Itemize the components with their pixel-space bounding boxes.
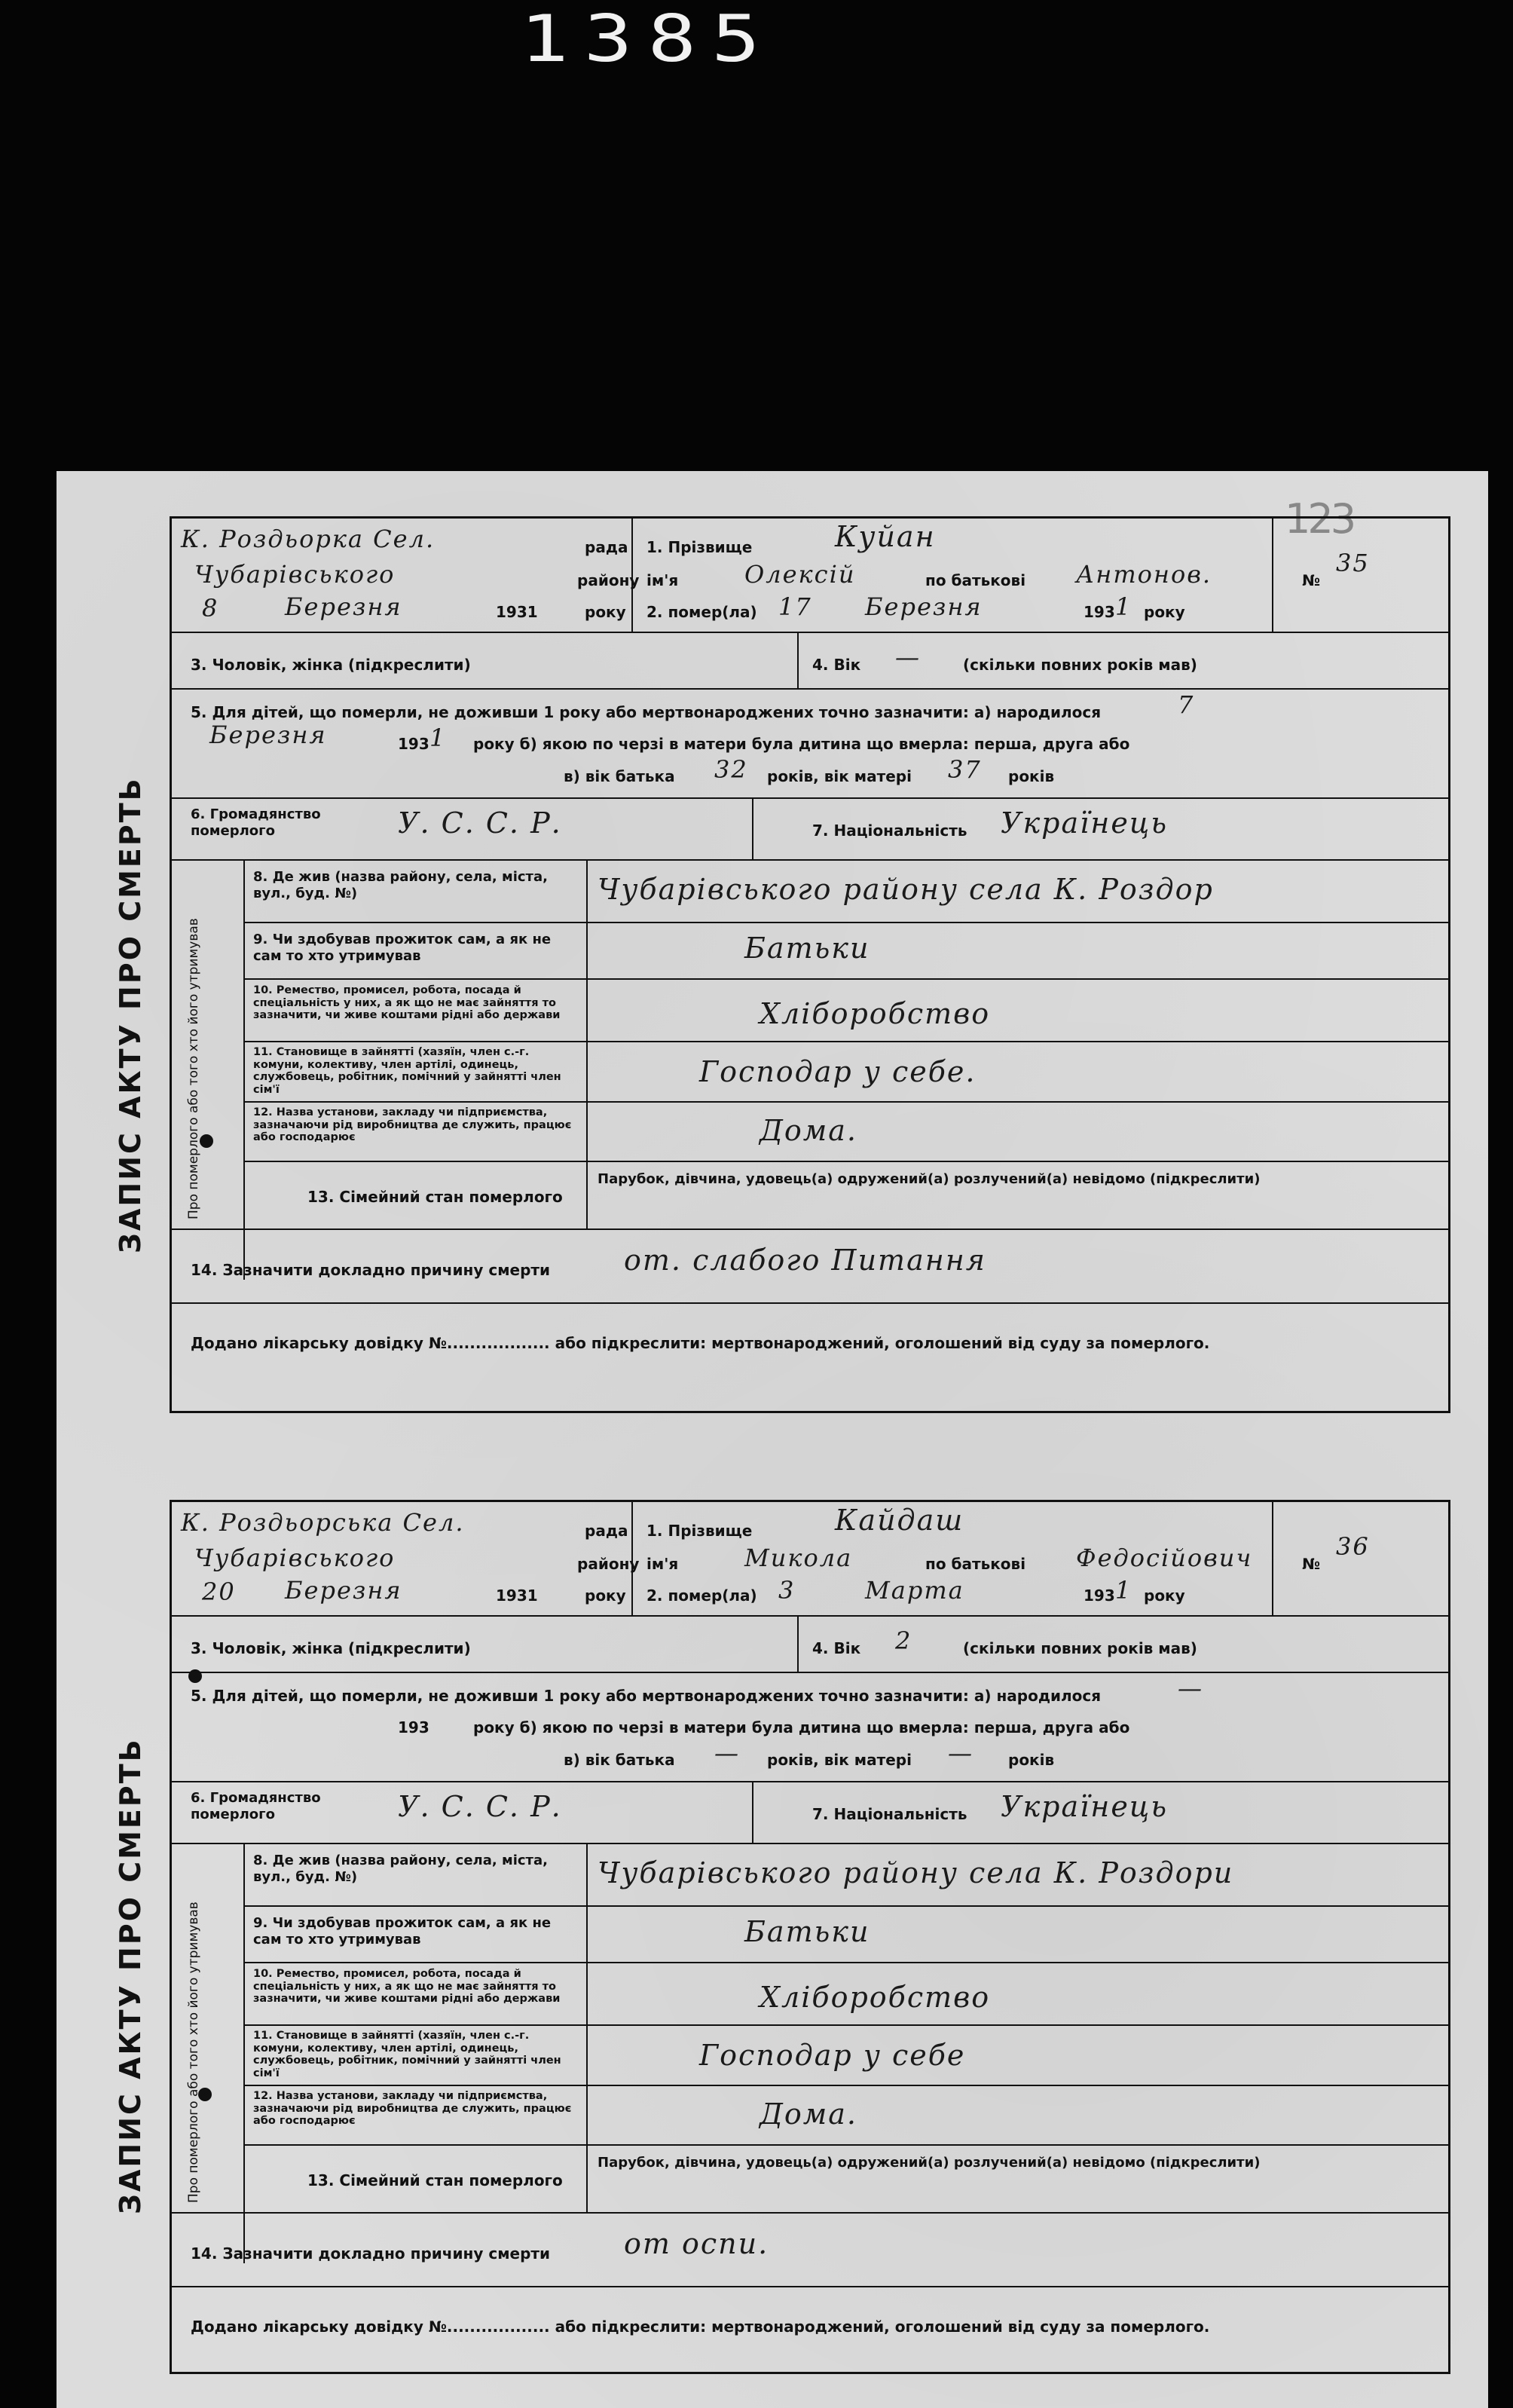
reg-year-label: 1931 xyxy=(496,603,538,621)
page-number: 123 xyxy=(1285,495,1354,543)
q3-label: 3. Чоловік, жінка (підкреслити) xyxy=(191,656,471,674)
occupation-value: Хліборобство xyxy=(760,997,991,1030)
district-value: Чубарівського xyxy=(194,560,396,589)
child-born-year: 1 xyxy=(429,724,447,752)
workplace-value: Дома. xyxy=(760,1114,858,1147)
supported-by-value: Батьки xyxy=(744,932,870,965)
death-year-label: 193 xyxy=(1084,1586,1115,1605)
rada-label: рада xyxy=(585,538,628,556)
roku-label: року xyxy=(585,1586,626,1605)
occupation-value: Хліборобство xyxy=(760,1981,991,2014)
child-born-month: Березня xyxy=(209,721,327,749)
q5-label-b: року б) якою по черзі в матери була дитина що вмерла: перша, друга або xyxy=(473,735,1130,753)
child-born-day: — xyxy=(1178,1674,1203,1703)
supported-by-value: Батьки xyxy=(744,1915,870,1948)
years-label: років xyxy=(1008,1751,1055,1769)
father-age-value: 32 xyxy=(714,755,748,784)
q13-label: 13. Сімейний стан померлого xyxy=(307,2171,563,2189)
form-side-title: ЗАПИС АКТУ ПРО СМЕРТЬ xyxy=(114,776,147,1254)
record-number: 36 xyxy=(1336,1532,1370,1561)
footer-note: Додано лікарську довідку №.................. або підкреслити: мертвонароджений, оголошений від суду за померлого. xyxy=(191,2318,1210,2336)
death-month-value: Березня xyxy=(865,592,983,621)
q10-label: 10. Ремество, промисел, робота, посада й спеціальність у них, а як що не має зайняття то зазначити, чи живе коштами рідні або держави xyxy=(253,984,561,1022)
q3-label: 3. Чоловік, жінка (підкреслити) xyxy=(191,1639,471,1657)
mother-age-value: 37 xyxy=(948,755,982,784)
q9-label: 9. Чи здобував прожиток сам, а як не сам то хто утримував xyxy=(253,932,552,964)
q11-label: 11. Становище в зайнятті (хазяїн, член с.-г. комуни, колективу, член артілі, одинець, службовець, робітник, помічний у зайнятті член сім'ї xyxy=(253,1046,561,1097)
first-name-label: ім'я xyxy=(646,1555,679,1573)
death-day-value: 17 xyxy=(778,592,812,621)
father-age-label: в) вік батька xyxy=(564,767,675,785)
q4-label-b: (скільки повних років мав) xyxy=(963,656,1197,674)
q12-label: 12. Назва установи, закладу чи підприємства, зазначаючи рід виробництва де служить, працює або господарює xyxy=(253,1106,572,1144)
reg-year-label: 1931 xyxy=(496,1586,538,1605)
first-name-value: Олексій xyxy=(744,560,856,589)
q4-label-b: (скільки повних років мав) xyxy=(963,1639,1197,1657)
q10-label: 10. Ремество, промисел, робота, посада й спеціальність у них, а як що не має зайняття то зазначити, чи живе коштами рідні або держави xyxy=(253,1968,561,2006)
number-label: № xyxy=(1302,571,1321,589)
mother-age-label: років, вік матері xyxy=(767,767,912,785)
death-month-value: Марта xyxy=(865,1576,964,1605)
record-number: 35 xyxy=(1336,549,1370,577)
patronymic-label: по батькові xyxy=(925,1555,1026,1573)
father-age-label: в) вік батька xyxy=(564,1751,675,1769)
mother-age-label: років, вік матері xyxy=(767,1751,912,1769)
reg-day-value: 8 xyxy=(202,594,219,623)
position-value: Господар у себе. xyxy=(699,1055,977,1088)
q14-label: 14. Зазначити докладно причину смерти xyxy=(191,1261,551,1279)
reg-month-value: Березня xyxy=(285,1576,402,1605)
death-day-value: 3 xyxy=(778,1576,796,1605)
q14-label: 14. Зазначити докладно причину смерти xyxy=(191,2244,551,2263)
rada-label: рада xyxy=(585,1522,628,1540)
citizenship-value: У. С. С. Р. xyxy=(398,1790,562,1823)
q9-label: 9. Чи здобував прожиток сам, а як не сам то хто утримував xyxy=(253,1915,552,1948)
nationality-value: Українець xyxy=(1001,806,1169,840)
first-name-label: ім'я xyxy=(646,571,679,589)
patronymic-value: Федосійович xyxy=(1076,1544,1253,1572)
raion-label: району xyxy=(577,1555,640,1573)
nationality-value: Українець xyxy=(1001,1790,1169,1823)
q4-label: 4. Вік xyxy=(812,1639,861,1657)
reg-month-value: Березня xyxy=(285,592,402,621)
residence-value: Чубарівського району села К. Роздор xyxy=(598,873,1214,906)
workplace-value: Дома. xyxy=(760,2097,858,2131)
deceased-section-label: Про померлого або того хто його утримував xyxy=(186,1902,201,2203)
council-value: К. Роздьорська Сел. xyxy=(181,1508,465,1537)
surname-value: Кайдаш xyxy=(835,1504,964,1537)
q6-label: 6. Громадянство померлого xyxy=(191,806,321,839)
child-born-day: 7 xyxy=(1178,690,1195,719)
deceased-section-label: Про померлого або того хто його утримував xyxy=(186,918,201,1219)
first-name-value: Микола xyxy=(744,1544,853,1572)
q5-year-label: 193 xyxy=(398,1718,429,1736)
q13-options: Парубок, дівчина, удовець(а) одружений(а) розлучений(а) невідомо (підкреслити) xyxy=(598,2155,1261,2171)
q5-label-b: року б) якою по черзі в матери була дитина що вмерла: перша, друга або xyxy=(473,1718,1130,1736)
death-year-suffix: 1 xyxy=(1115,1576,1132,1605)
citizenship-value: У. С. С. Р. xyxy=(398,806,562,840)
death-year-label: 193 xyxy=(1084,603,1115,621)
patronymic-label: по батькові xyxy=(925,571,1026,589)
q5-year-label: 193 xyxy=(398,735,429,753)
surname-label: 1. Прізвище xyxy=(646,1522,753,1540)
roku-label: року xyxy=(585,603,626,621)
q4-label: 4. Вік xyxy=(812,656,861,674)
died-label: 2. помер(ла) xyxy=(646,603,757,621)
footer-note: Додано лікарську довідку №.................. або підкреслити: мертвонароджений, оголошений від суду за померлого. xyxy=(191,1334,1210,1352)
father-age-value: — xyxy=(714,1739,740,1767)
death-record-form-1 xyxy=(114,516,1450,1413)
cause-value: от. слабого Питання xyxy=(624,1244,986,1277)
mother-age-value: — xyxy=(948,1739,974,1767)
roku-label-2: року xyxy=(1144,603,1185,621)
q8-label: 8. Де жив (назва району, села, міста, вул., буд. №) xyxy=(253,869,548,901)
death-year-suffix: 1 xyxy=(1115,592,1132,621)
age-value: — xyxy=(895,643,921,672)
years-label: років xyxy=(1008,767,1055,785)
died-label: 2. помер(ла) xyxy=(646,1586,757,1605)
death-record-form-2 xyxy=(114,1500,1450,2374)
raion-label: району xyxy=(577,571,640,589)
q7-label: 7. Національність xyxy=(812,1805,967,1823)
film-frame-number: 1385 xyxy=(520,2,775,77)
q6-label: 6. Громадянство померлого xyxy=(191,1790,321,1822)
q11-label: 11. Становище в зайнятті (хазяїн, член с.-г. комуни, колективу, член артілі, одинець, службовець, робітник, помічний у зайнятті член сім'ї xyxy=(253,2030,561,2080)
q7-label: 7. Національність xyxy=(812,822,967,840)
roku-label-2: року xyxy=(1144,1586,1185,1605)
reg-day-value: 20 xyxy=(202,1577,236,1606)
q12-label: 12. Назва установи, закладу чи підприємства, зазначаючи рід виробництва де служить, працює або господарює xyxy=(253,2090,572,2128)
patronymic-value: Антонов. xyxy=(1076,560,1212,589)
form-side-title: ЗАПИС АКТУ ПРО СМЕРТЬ xyxy=(114,1737,147,2215)
q5-label: 5. Для дітей, що померли, не доживши 1 року або мертвонароджених точно зазначити: а) народилося xyxy=(191,703,1102,721)
district-value: Чубарівського xyxy=(194,1544,396,1572)
surname-label: 1. Прізвище xyxy=(646,538,753,556)
cause-value: от оспи. xyxy=(624,2227,769,2260)
number-label: № xyxy=(1302,1555,1321,1573)
q5-label: 5. Для дітей, що померли, не доживши 1 року або мертвонароджених точно зазначити: а) народилося xyxy=(191,1687,1102,1705)
council-value: К. Роздьорка Сел. xyxy=(181,525,436,553)
q13-label: 13. Сімейний стан померлого xyxy=(307,1188,563,1206)
q13-options: Парубок, дівчина, удовець(а) одружений(а) розлучений(а) невідомо (підкреслити) xyxy=(598,1171,1261,1187)
q8-label: 8. Де жив (назва району, села, міста, вул., буд. №) xyxy=(253,1853,548,1885)
surname-value: Куйан xyxy=(835,520,936,553)
position-value: Господар у себе xyxy=(699,2039,966,2072)
age-value: 2 xyxy=(895,1626,912,1655)
residence-value: Чубарівського району села К. Роздори xyxy=(598,1856,1234,1889)
